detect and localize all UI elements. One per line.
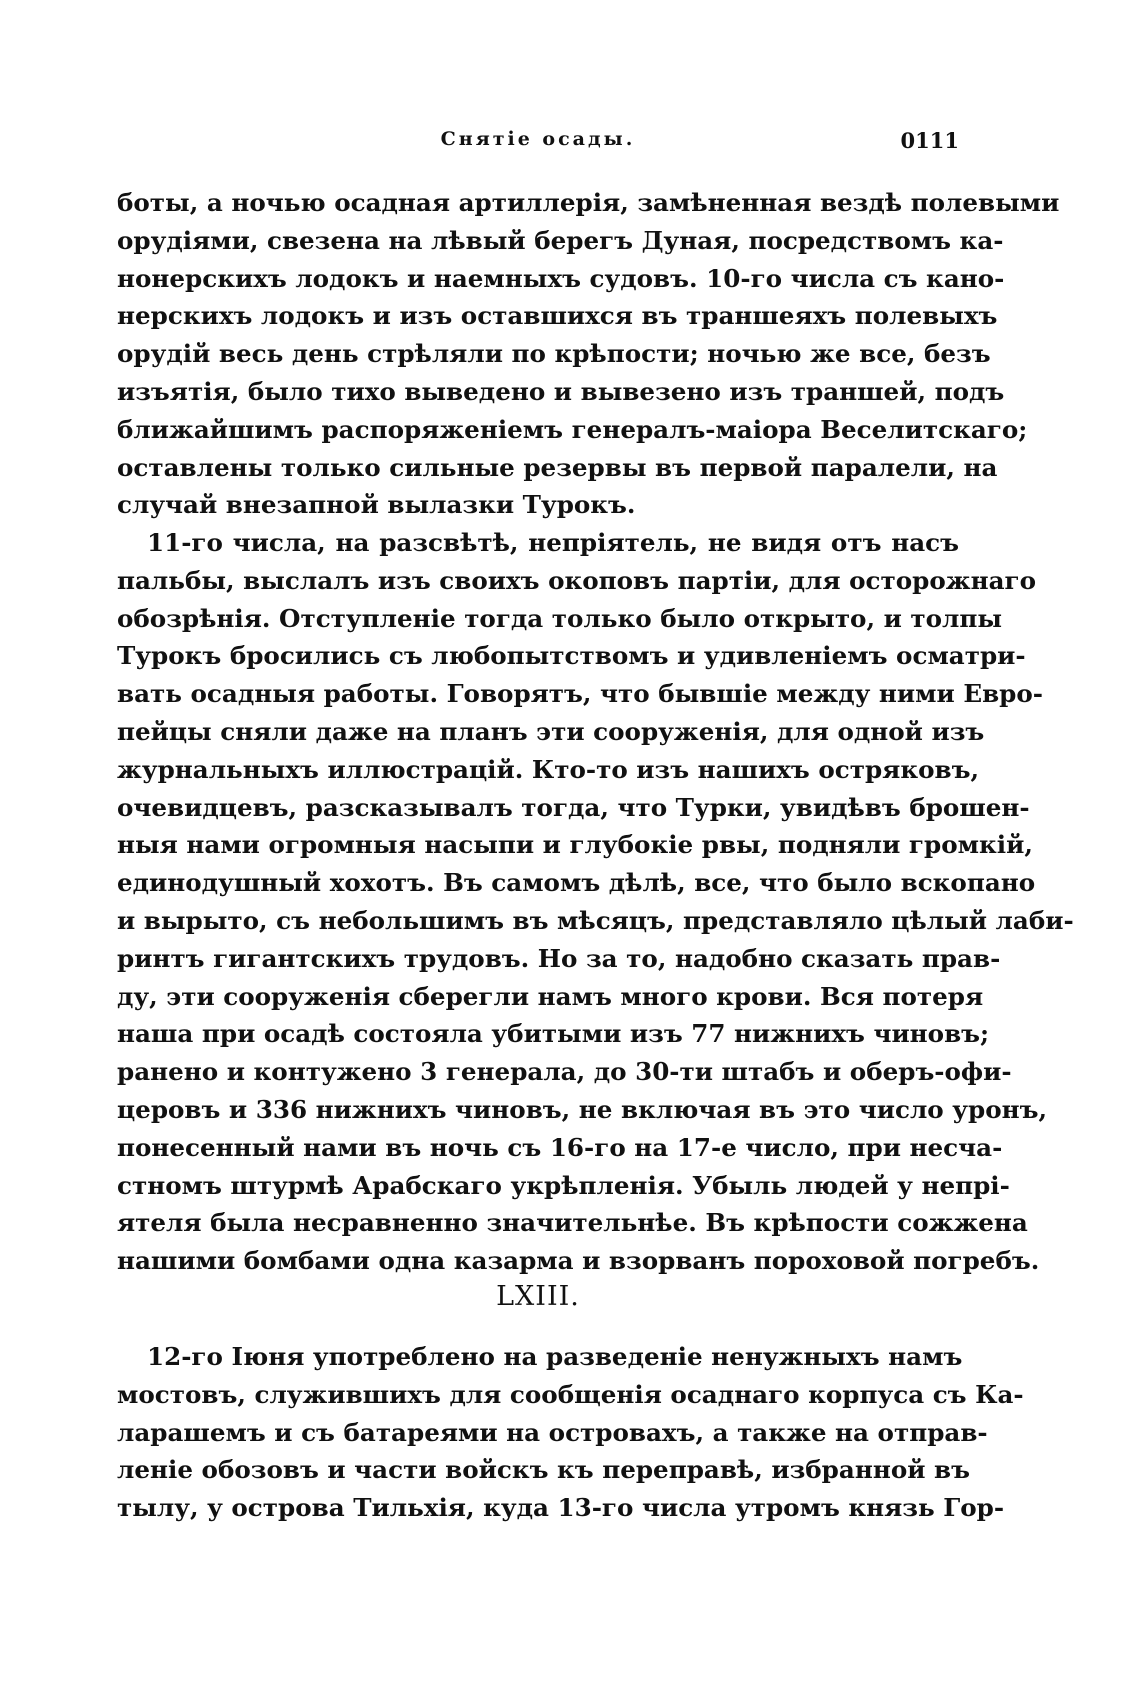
- text-line: журнальныхъ иллюстрацій. Кто-то изъ нашихъ остряковъ,: [117, 754, 980, 784]
- paragraph-2: [117, 524, 1074, 1280]
- text-line: Турокъ бросились съ любопытствомъ и удивленіемъ осматри-: [117, 641, 1026, 671]
- text-line: пейцы сняли даже на планъ эти сооруженія, для одной изъ: [117, 716, 985, 746]
- text-line: мостовъ, служившихъ для сообщенія осаднаго корпуса съ Ка-: [117, 1379, 1024, 1409]
- text-line: и вырыто, съ небольшимъ въ мѣсяцъ, представляло цѣлый лаби-: [117, 905, 1074, 935]
- text-line: боты, а ночью осадная артиллерія, замѣненная вездѣ полевыми: [117, 188, 1060, 217]
- text-line: очевидцевъ, разсказывалъ тогда, что Турки, увидѣвъ брошен-: [117, 792, 1030, 822]
- text-line: церовъ и 336 нижнихъ чиновъ, не включая въ это число уронъ,: [117, 1094, 1048, 1124]
- page-header: [117, 128, 959, 164]
- text-line: ранено и контужено 3 генерала, до 30-ти штабъ и оберъ-офи-: [117, 1057, 1012, 1087]
- section-heading: LXIII.: [496, 1281, 580, 1312]
- text-line: стномъ штурмѣ Арабскаго укрѣпленія. Убыль людей у непрі-: [117, 1170, 1010, 1200]
- text-line: 12-го Іюня употреблено на разведеніе ненужныхъ намъ: [147, 1342, 963, 1371]
- text-line: нашими бомбами одна казарма и взорванъ пороховой погребъ.: [117, 1246, 1040, 1276]
- text-line: случай внезапной вылазки Турокъ.: [117, 490, 636, 520]
- text-line: ларашемъ и съ батареями на островахъ, а также на отправ-: [117, 1417, 988, 1447]
- page-number: 0111: [900, 128, 959, 153]
- text-line: понесенный нами въ ночь съ 16-го на 17-е число, при несча-: [117, 1132, 1003, 1162]
- paragraph-1: [117, 184, 1060, 524]
- text-line: оставлены только сильные резервы въ первой паралели, на: [117, 452, 998, 482]
- text-line: вать осадныя работы. Говорятъ, что бывшіе между ними Евро-: [117, 679, 1043, 709]
- text-line: единодушный хохотъ. Въ самомъ дѣлѣ, все, что было вскопано: [117, 868, 1036, 898]
- text-line: ближайшимъ распоряженіемъ генералъ-маіора Веселитскаго;: [117, 414, 1028, 444]
- text-line: изъятія, было тихо выведено и вывезено изъ траншей, подъ: [117, 376, 1005, 406]
- text-line: нонерскихъ лодокъ и наемныхъ судовъ. 10-го числа съ кано-: [117, 263, 1005, 293]
- running-title: Снятіе осады.: [440, 128, 636, 150]
- text-line: обозрѣнія. Отступленіе тогда только было открыто, и толпы: [117, 603, 1003, 633]
- text-line: нерскихъ лодокъ и изъ оставшихся въ траншеяхъ полевыхъ: [117, 301, 998, 331]
- text-line: орудіями, свезена на лѣвый берегъ Дуная, посредствомъ ка-: [117, 225, 1004, 255]
- text-line: тылу, у острова Тильхія, куда 13-го числа утромъ князь Гор-: [117, 1493, 1005, 1523]
- text-line: наша при осадѣ состояла убитыми изъ 77 нижнихъ чиновъ;: [117, 1019, 990, 1049]
- text-line: ду, эти сооруженія сберегли намъ много крови. Вся потеря: [117, 981, 984, 1011]
- text-line: ныя нами огромныя насыпи и глубокіе рвы, подняли громкій,: [117, 830, 1033, 860]
- text-line: леніе обозовъ и части войскъ къ переправѣ, избранной въ: [117, 1455, 970, 1485]
- text-line: пальбы, выслалъ изъ своихъ окоповъ партіи, для осторожнаго: [117, 565, 1036, 595]
- text-line: орудій весь день стрѣляли по крѣпости; ночью же все, безъ: [117, 339, 991, 369]
- paragraph-3: [117, 1338, 1024, 1527]
- text-line: ринтъ гигантскихъ трудовъ. Но за то, надобно сказать прав-: [117, 943, 1001, 973]
- text-line: 11-го числа, на разсвѣтѣ, непріятель, не видя отъ насъ: [147, 528, 959, 557]
- text-line: ятеля была несравненно значительнѣе. Въ крѣпости сожжена: [117, 1208, 1028, 1238]
